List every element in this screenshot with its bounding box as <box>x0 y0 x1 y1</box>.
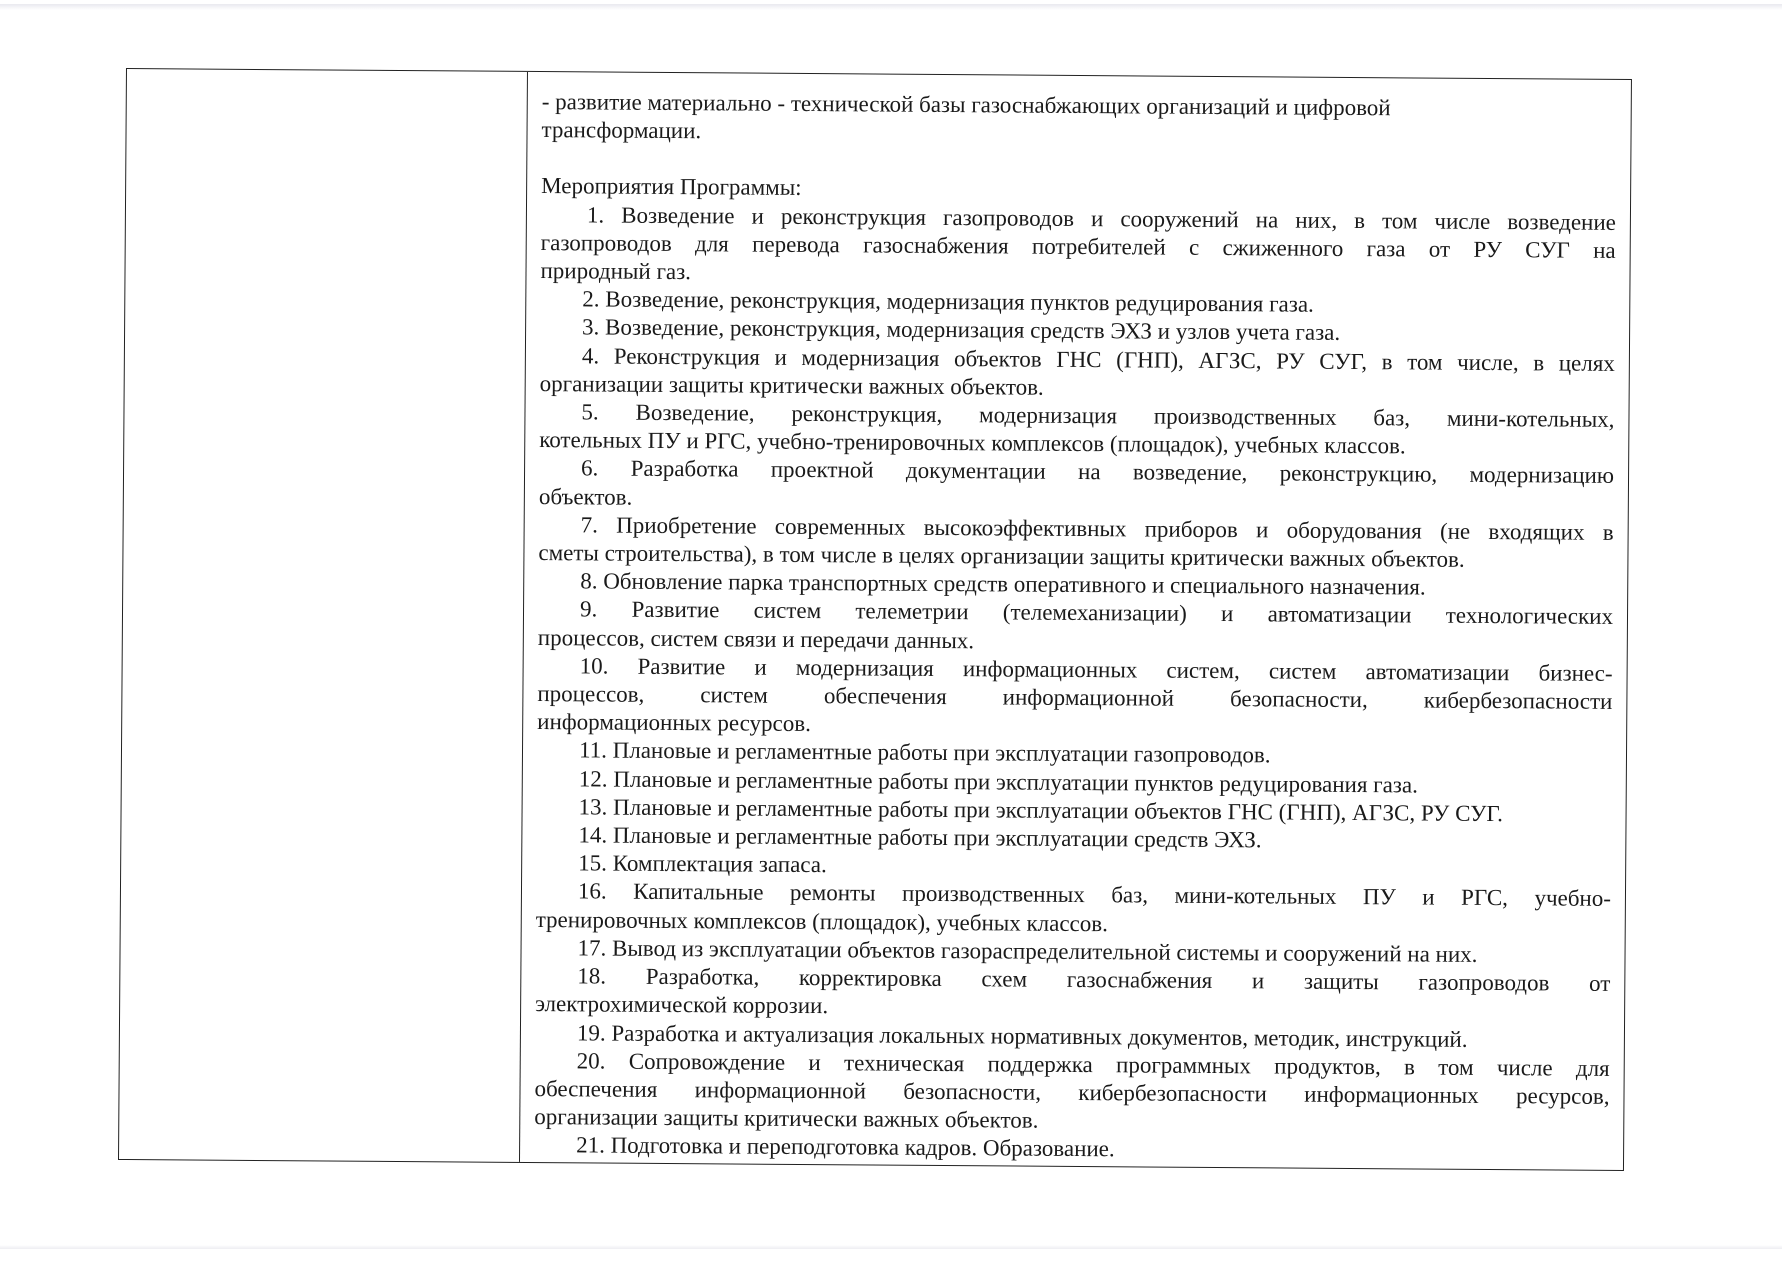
intro-line-2: трансформации. <box>541 117 702 144</box>
list-item-17: 17. Вывод из эксплуатации объектов газораспределительной системы и сооружений на них. <box>577 935 1478 967</box>
section-heading: Мероприятия Программы: <box>541 173 802 201</box>
list-item-14: 14. Плановые и регламентные работы при эксплуатации средств ЭХЗ. <box>578 822 1262 853</box>
list-item-18-line-2: электрохимической коррозии. <box>535 991 829 1019</box>
list-item-1-line-2: газопроводов для перевода газоснабжения потребителей с сжиженного газа от РУ СУГ на <box>540 229 1616 263</box>
list-item-15: 15. Комплектация запаса. <box>578 850 827 878</box>
list-item-20-line-2: обеспечения информационной безопасности, кибербезопасности информационных ресурсов, <box>534 1075 1610 1109</box>
list-item-5-line-2: котельных ПУ и РГС, учебно-тренировочных комплексов (площадок), учебных классов. <box>539 427 1406 459</box>
list-item-9-line-2: процессов, систем связи и передачи данных. <box>537 624 975 653</box>
list-item-21: 21. Подготовка и переподготовка кадров. Образование. <box>576 1132 1115 1162</box>
list-item-5-line-1: 5. Возведение, реконструкция, модернизация производственных баз, мини-котельных, <box>581 399 1615 432</box>
list-item-4-line-2: организации защиты критически важных объектов. <box>539 370 1044 400</box>
intro-line-1: - развитие материально - технической базы газоснабжающих организаций и цифровой <box>541 89 1391 121</box>
list-item-10-line-3: информационных ресурсов. <box>537 709 812 737</box>
list-item-10-line-1: 10. Развитие и модернизация информационных систем, систем автоматизации бизнес- <box>579 653 1613 686</box>
list-item-6-line-2: объектов. <box>538 483 633 510</box>
list-item-20-line-1: 20. Сопровождение и техническая поддержка программных продуктов, в том числе для <box>576 1048 1610 1081</box>
list-item-16-line-2: тренировочных комплексов (площадок), учебных классов. <box>535 906 1109 936</box>
page-top-edge <box>0 4 1782 10</box>
list-item-11: 11. Плановые и регламентные работы при эксплуатации газопроводов. <box>578 737 1271 768</box>
list-item-9-line-1: 9. Развитие систем телеметрии (телемеханизации) и автоматизации технологических <box>579 596 1614 630</box>
list-item-12: 12. Плановые и регламентные работы при эксплуатации пунктов редуцирования газа. <box>578 766 1419 798</box>
list-item-19: 19. Разработка и актуализация локальных нормативных документов, методик, инструкций. <box>576 1019 1468 1052</box>
list-item-10-line-2: процессов, систем обеспечения информационной безопасности, кибербезопасности <box>537 681 1613 714</box>
program-table <box>118 68 1632 1171</box>
list-item-7-line-2: сметы строительства), в том числе в целях организации защиты критически важных объектов. <box>538 540 1465 572</box>
list-item-4-line-1: 4. Реконструкция и модернизация объектов ГНС (ГНП), АГЗС, РУ СУГ, в том числе, в целях <box>581 342 1615 376</box>
list-item-20-line-3: организации защиты критически важных объектов. <box>534 1104 1039 1133</box>
list-item-18-line-1: 18. Разработка, корректировка схем газоснабжения и защиты газопроводов от <box>577 963 1611 996</box>
list-item-13: 13. Плановые и регламентные работы при эксплуатации объектов ГНС (ГНП), АГЗС, РУ СУГ. <box>578 794 1503 826</box>
table-left-cell <box>119 69 528 1162</box>
list-item-1-line-1: 1. Возведение и реконструкция газопроводов и сооружений на них, в том числе возведение <box>586 201 1617 235</box>
page-bottom-edge <box>0 1245 1782 1249</box>
list-item-16-line-1: 16. Капитальные ремонты производственных баз, мини-котельных ПУ и РГС, учебно- <box>577 878 1612 912</box>
list-item-1-line-3: природный газ. <box>540 258 692 285</box>
list-item-8: 8. Обновление парка транспортных средств оперативного и специального назначения. <box>580 568 1426 600</box>
list-item-7-line-1: 7. Приобретение современных высокоэффективных приборов и оборудования (не входящих в <box>580 512 1614 545</box>
list-item-2: 2. Возведение, реконструкция, модернизация пунктов редуцирования газа. <box>582 286 1314 317</box>
table-right-cell <box>520 72 1631 1170</box>
list-item-3: 3. Возведение, реконструкция, модернизация средств ЭХЗ и узлов учета газа. <box>582 314 1341 346</box>
list-item-6-line-1: 6. Разработка проектной документации на возведение, реконструкцию, модернизацию <box>580 455 1615 489</box>
